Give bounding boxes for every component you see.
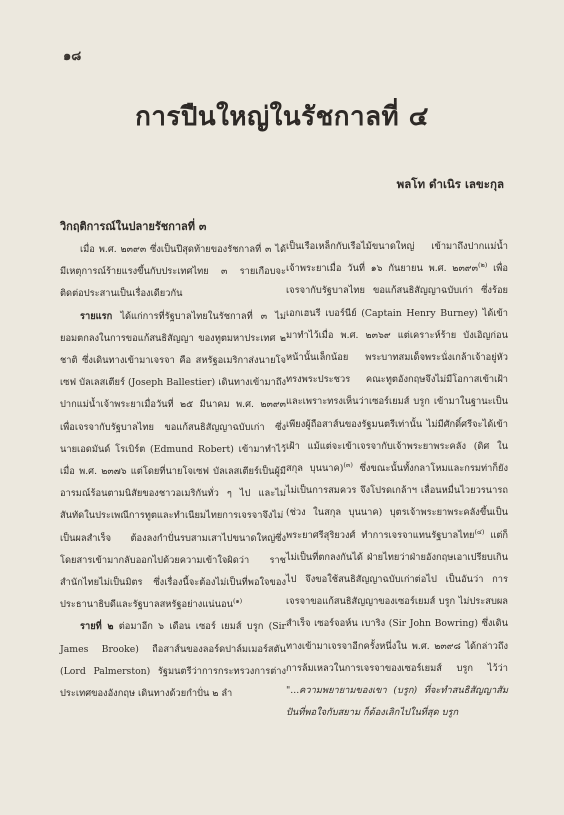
paragraph-text: ซึ่งขณะนั้นทั้งกลาโหมและกรมท่าก็ยังไม่เป็นการสมควร จึงโปรดเกล้าฯ เลื่อนหมื่นไวยวรนารถ (ช่วง ในสกุล บุนนาค) บุตรเจ้าพระยาพระคลังขึ้นเป็นพระยาศรีสุริยวงศ์ ทำการเจรจาแทนรัฐบาลไทย	[286, 463, 508, 541]
paragraph-text: แต่ก็ไม่เป็นที่ตกลงกันได้ ฝ่ายไทยว่าฝ่ายอังกฤษเอาเปรียบเกินไป จึงขอใช้สนธิสัญญาฉบับเก่าต่อไป เป็นอันว่า การเจรจาขอแก้สนธิสัญญาของเซอร์เยมส์ บรูก ไม่ประสบผลสำเร็จ เซอร์จอห์น เบาริง (Sir John Bowring) ซึ่งเดินทางเข้ามาเจรจาอีกครั้งหนึ่งใน พ.ศ. ๒๓๙๘ ได้กล่าวถึงการล้มเหลวในการเจรจาของเซอร์เยมส์ บรูก ไว้ว่า "	[286, 529, 508, 697]
author-name: พลโท ดำเนิร เลขะกุล	[396, 177, 504, 191]
paragraph-continued	[286, 236, 508, 724]
right-column	[286, 236, 508, 724]
paragraph-lead: รายที่ ๒	[80, 621, 114, 633]
footnote-ref: (๓)	[343, 460, 353, 469]
footnote-ref: (๒)	[477, 261, 488, 270]
page-title: การปืนใหญ่ในรัชกาลที่ ๔	[135, 102, 429, 132]
paragraph-1: เมื่อ พ.ศ. ๒๓๙๓ ซึ่งเป็นปีสุดท้ายของรัชกาลที่ ๓ ได้มีเหตุการณ์ร้ายแรงขึ้นกับประเทศไทย ๓ รายเกือบจะติดต่อประสานเป็นเรื่องเดียวกัน	[60, 244, 286, 300]
paragraph-2	[60, 306, 286, 617]
paragraph-text: เป็นเรือเหล็กกับเรือไม้ขนาดใหญ่ เข้ามาถึงปากแม่น้ำเจ้าพระยาเมื่อ วันที่ ๑๖ กันยายน พ.ศ. ๒๓๙๓	[286, 241, 508, 275]
paragraph-text: เพื่อเจรจากับรัฐบาลไทย ขอแก้สนธิสัญญาฉบับเก่า ซึ่งร้อยเอกเฮนรี เบอร์นีย์ (Captain Henry Burney) ได้เข้ามาทำไว้เมื่อ พ.ศ. ๒๓๖๙ แต่เคราะห์ร้าย บังเอิญก่อนหน้านั้นเล็กน้อย พระบาทสมเด็จพระนั่งเกล้าเจ้าอยู่หัวทรงพระประชวร คณะทูตอังกฤษจึงไม่มีโอกาสเข้าเฝ้า และเพราะทรงเห็นว่าเซอร์เยมส์ บรูก เข้ามาในฐานะเป็นเพียงผู้ถือสาส์นของรัฐมนตรีเท่านั้น ไม่มีศักดิ์ศรีจะได้เข้าเฝ้า แม้แต่จะเข้าเจรจากับเจ้าพระยาพระคลัง (ดิศ ในสกุล บุนนาค)	[286, 263, 508, 475]
paragraph-3	[60, 616, 286, 705]
paragraph-text: ได้แก่การที่รัฐบาลไทยในรัชกาลที่ ๓ ไม่ยอมตกลงในการขอแก้สนธิสัญญา ของทูตมหาประเทศ ๒ ชาติ ซึ่งเดินทางเข้ามาเจรจา คือ สหรัฐอเมริกาส่งนายโจเซฟ บัลเลสเตียร์ (Joseph Ballestier) เดินทางเข้ามาถึงปากแม่น้ำเจ้าพระยาเมื่อวันที่ ๒๕ มีนาคม พ.ศ. ๒๓๙๓ เพื่อเจรจากับรัฐบาลไทย ขอแก้สนธิสัญญาฉบับเก่า ซึ่งนายเอดมันด์ โรเบิร์ต (Edmund Robert) เข้ามาทำไว้เมื่อ พ.ศ. ๒๓๗๖ แต่โดยที่นายโจเซฟ บัลเลสเตียร์เป็นผู้มีอารมณ์ร้อนตามนิสัยของชาวอเมริกันทั่ว ๆ ไป และไม่สันทัดในประเพณีการทูตและทำเนียมไทยการเจรจาจึงไม่เป็นผลสำเร็จ ต้องลงกำปั่นรบสามเสาไปขนาดใหญ่ซึ่งโดยสารเข้ามากลับออกไปด้วยความเข้าใจผิดว่า ราชสำนักไทยไม่เป็นมิตร ซึ่งเรื่องนี้จะต้องไม่เป็นที่พอใจของประธานาธิบดีและรัฐบาลสหรัฐอย่างแน่นอน	[60, 310, 286, 611]
footnote-ref: (๑)	[232, 597, 243, 606]
paragraph-lead: รายแรก	[80, 310, 113, 322]
quote-text: ...ความพยายามของเขา (บรูก) ที่จะทำสนธิสัญญาสัมปันที่พอใจกับสยาม ก็ต้องเลิกไปในที่สุด บรูก	[286, 685, 508, 719]
page-number: ๑๘	[63, 49, 82, 64]
footnote-ref: (๔)	[474, 527, 485, 536]
paragraph-text: ต่อมาอีก ๖ เดือน เซอร์ เยมส์ บรูก (Sir James Brooke) ถือสาส์นของลอร์ดปาล์มเมอร์สตัน (Lord Palmerston) รัฐมนตรีว่าการกระทรวงการต่างประเทศของอังกฤษ เดินทางด้วยกำปั่น ๒ ลำ	[60, 621, 286, 700]
section-heading: วิกฤติการณ์ในปลายรัชกาลที่ ๓	[60, 220, 207, 233]
left-column	[60, 218, 286, 705]
